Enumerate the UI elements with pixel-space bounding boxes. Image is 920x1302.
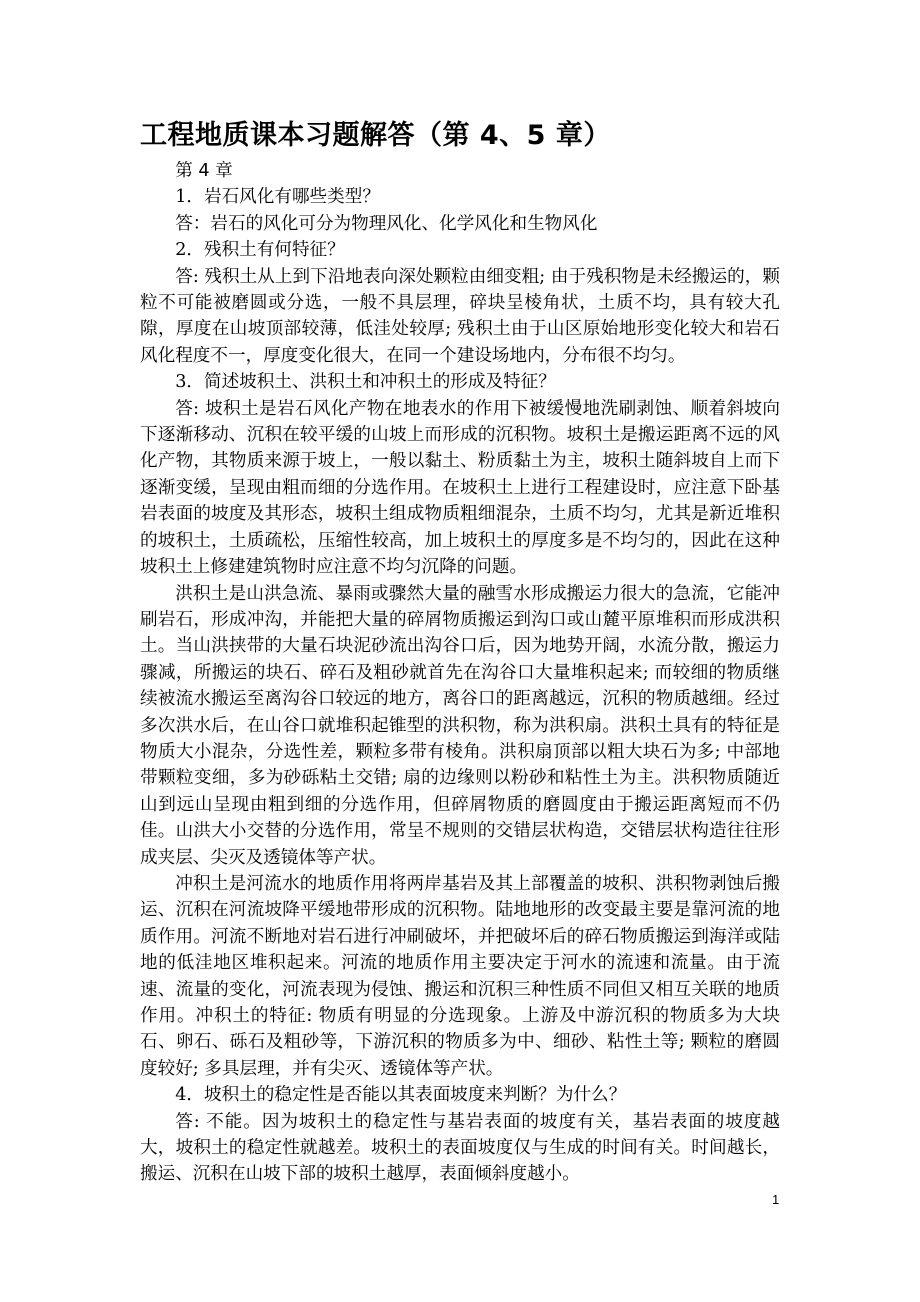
question-3: 3．简述坡积土、洪积土和冲积土的形成及特征？ [175,372,556,393]
answer-4: 答: 不能。因为坡积土的稳定性与基岩表面的坡度有关，基岩表面的坡度越大，坡积土的稳定性就越差。坡积土的表面坡度仅与生成的时间有关。时间越长，搬运、沉积在山坡下部的坡积土越厚，表面倾斜度越小。 [140,1111,780,1185]
answer-3-alluvial-deposit: 冲积土是河流水的地质作用将两岸基岩及其上部覆盖的坡积、洪积物剥蚀后搬运、沉积在河流坡降平缓地带形成的沉积物。陆地地形的改变最主要是靠河流的地质作用。河流不断地对岩石进行冲刷破坏，并把破坏后的碎石物质搬运到海洋或陆地的低洼地区堆积起来。河流的地质作用主要决定于河水的流速和流量。由于流速、流量的变化，河流表现为侵蚀、搬运和沉积三种性质不同但又相互关联的地质作用。冲积土的特征: 物质有明显的分选现象。上游及中游沉积的物质多为大块石、卵石、砾石及粗砂等，下游沉积的物质多为中、细砂、粘性土等; 颗粒的磨圆度较好; 多具层理，并有尖灭、透镜体等产状。 [140,873,780,1079]
question-1: 1．岩石风化有哪些类型？ [175,187,380,208]
document-body [140,158,780,1188]
answer-1: 答：岩石的风化可分为物理风化、化学风化和生物风化 [175,213,598,234]
question-2: 2．残积土有何特征？ [175,240,345,261]
answer-2: 答: 残积土从上到下沿地表向深处颗粒由细变粗; 由于残积物是未经搬运的，颗粒不可能被磨圆或分选，一般不具层理，碎块呈棱角状，土质不均，具有较大孔隙，厚度在山坡顶部较薄，低洼处较厚; 残积土由于山区原始地形变化较大和岩石风化程度不一，厚度变化很大，在同一个建设场地内，分布很不均匀。 [140,266,780,366]
page-number: 1 [772,1192,780,1207]
answer-3-flood-deposit: 洪积土是山洪急流、暴雨或骤然大量的融雪水形成搬运力很大的急流，它能冲刷岩石，形成冲沟，并能把大量的碎屑物质搬运到沟口或山麓平原堆积而形成洪积土。当山洪挟带的大量石块泥砂流出沟谷口后，因为地势开阔，水流分散，搬运力骤减，所搬运的块石、碎石及粗砂就首先在沟谷口大量堆积起来; 而较细的物质继续被流水搬运至离沟谷口较远的地方，离谷口的距离越远，沉积的物质越细。经过多次洪水后，在山谷口就堆积起锥型的洪积物，称为洪积扇。洪积土具有的特征是物质大小混杂，分选性差，颗粒多带有棱角。洪积扇顶部以粗大块石为多; 中部地带颗粒变细，多为砂砾粘土交错; 扇的边缘则以粉砂和粘性土为主。洪积物质随近山到远山呈现由粗到细的分选作用，但碎屑物质的磨圆度由于搬运距离短而不仍佳。山洪大小交替的分选作用，常呈不规则的交错层状构造，交错层状构造往往形成夹层、尖灭及透镜体等产状。 [140,583,780,868]
answer-3-slope-deposit: 答: 坡积土是岩石风化产物在地表水的作用下被缓慢地洗刷剥蚀、顺着斜坡向下逐渐移动、沉积在较平缓的山坡上而形成的沉积物。坡积土是搬运距离不远的风化产物，其物质来源于坡上，一般以黏土、粉质黏土为主，坡积土随斜坡自上而下逐渐变缓，呈现由粗而细的分选作用。在坡积土上进行工程建设时，应注意下卧基岩表面的坡度及其形态，坡积土组成物质粗细混杂，土质不均匀，尤其是新近堆积的坡积土，土质疏松，压缩性较高，加上坡积土的厚度多是不均匀的，因此在这种坡积土上修建建筑物时应注意不均匀沉降的问题。 [140,398,780,578]
question-4: 4．坡积土的稳定性是否能以其表面坡度来判断？为什么？ [175,1085,627,1106]
page-title: 工程地质课本习题解答（第 4、5 章） [140,120,611,151]
chapter-heading: 第 4 章 [175,161,233,181]
